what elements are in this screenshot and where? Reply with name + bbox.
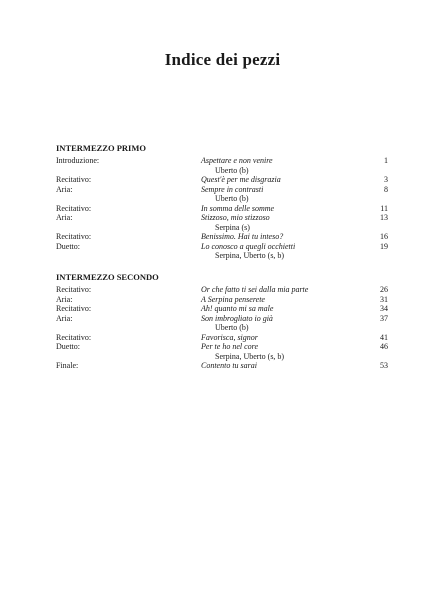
entry-page-number: 26 (380, 285, 388, 294)
toc-entry (0, 333, 445, 343)
entry-page-number: 3 (384, 175, 388, 184)
toc-entry (0, 175, 445, 185)
entry-title: Sempre in contrasti (201, 184, 264, 194)
entry-kind: Recitativo: (56, 285, 92, 294)
entry-title: Per te ho nel core (201, 342, 259, 351)
entry-kind: Recitativo: (56, 175, 92, 184)
section-header: INTERMEZZO PRIMO (56, 143, 146, 153)
entry-page-number: 46 (380, 342, 388, 351)
entry-page-number: 11 (380, 203, 388, 213)
entry-page-number: 53 (380, 361, 388, 370)
entry-title: Aspettare e non venire (201, 156, 273, 165)
entry-page-number: 1 (384, 156, 388, 165)
entry-title: Favorisca, signor (201, 332, 258, 342)
entry-voices: Uberto (b) (215, 323, 249, 332)
entry-kind: Aria: (56, 184, 73, 194)
toc-voices-row (0, 194, 445, 204)
toc-voices-row (0, 223, 445, 233)
entry-kind: Duetto: (56, 342, 80, 351)
toc-entry (0, 285, 445, 295)
entry-title: In somma delle somme (201, 203, 275, 213)
entry-kind: Introduzione: (56, 156, 100, 165)
page-title: Indice dei pezzi (164, 50, 281, 69)
entry-page-number: 16 (380, 232, 388, 241)
entry-title: Or che fatto ti sei dalla mia parte (201, 285, 309, 294)
entry-title: Stizzoso, mio stizzoso (201, 213, 270, 222)
toc-entry (0, 185, 445, 195)
entry-voices: Serpina, Uberto (s, b) (215, 251, 285, 260)
toc-entry (0, 232, 445, 242)
entry-title: Contento tu sarai (201, 361, 258, 370)
entry-page-number: 34 (380, 304, 388, 313)
toc-entry (0, 314, 445, 324)
entry-page-number: 8 (384, 184, 388, 194)
toc-voices-row (0, 352, 445, 362)
toc-voices-row (0, 323, 445, 333)
entry-title: Quest'è per me disgrazia (201, 175, 281, 184)
entry-voices: Serpina (s) (215, 222, 250, 232)
toc-entry (0, 242, 445, 252)
entry-page-number: 37 (380, 313, 388, 323)
toc-entry (0, 304, 445, 314)
entry-kind: Aria: (56, 294, 73, 304)
entry-title: Benissimo. Hai tu inteso? (201, 232, 284, 241)
entry-page-number: 31 (380, 294, 388, 304)
entry-kind: Aria: (56, 313, 73, 323)
entry-kind: Duetto: (56, 241, 80, 251)
entry-page-number: 19 (380, 241, 388, 251)
toc-entry (0, 361, 445, 371)
entry-voices: Uberto (b) (215, 165, 249, 175)
entry-title: Son imbrogliato io già (201, 313, 273, 323)
entry-kind: Finale: (56, 361, 79, 370)
entry-kind: Recitativo: (56, 332, 92, 342)
entry-title: Ah! quanto mi sa male (201, 304, 274, 313)
entry-title: A Serpina penserete (201, 294, 265, 304)
entry-kind: Recitativo: (56, 232, 92, 241)
entry-kind: Recitativo: (56, 203, 92, 213)
entry-page-number: 41 (380, 332, 388, 342)
toc-entry (0, 342, 445, 352)
entry-kind: Recitativo: (56, 304, 92, 313)
toc-entry (0, 204, 445, 214)
toc-entry (0, 213, 445, 223)
toc-voices-row (0, 166, 445, 176)
toc-entry (0, 295, 445, 305)
entry-title: Lo conosco a quegli occhietti (201, 241, 296, 251)
toc-entry (0, 156, 445, 166)
entry-page-number: 13 (380, 213, 388, 222)
entry-voices: Uberto (b) (215, 194, 249, 203)
entry-voices: Serpina, Uberto (s, b) (215, 351, 285, 361)
section-header: INTERMEZZO SECONDO (56, 272, 159, 282)
entry-kind: Aria: (56, 213, 73, 222)
toc-voices-row (0, 251, 445, 261)
